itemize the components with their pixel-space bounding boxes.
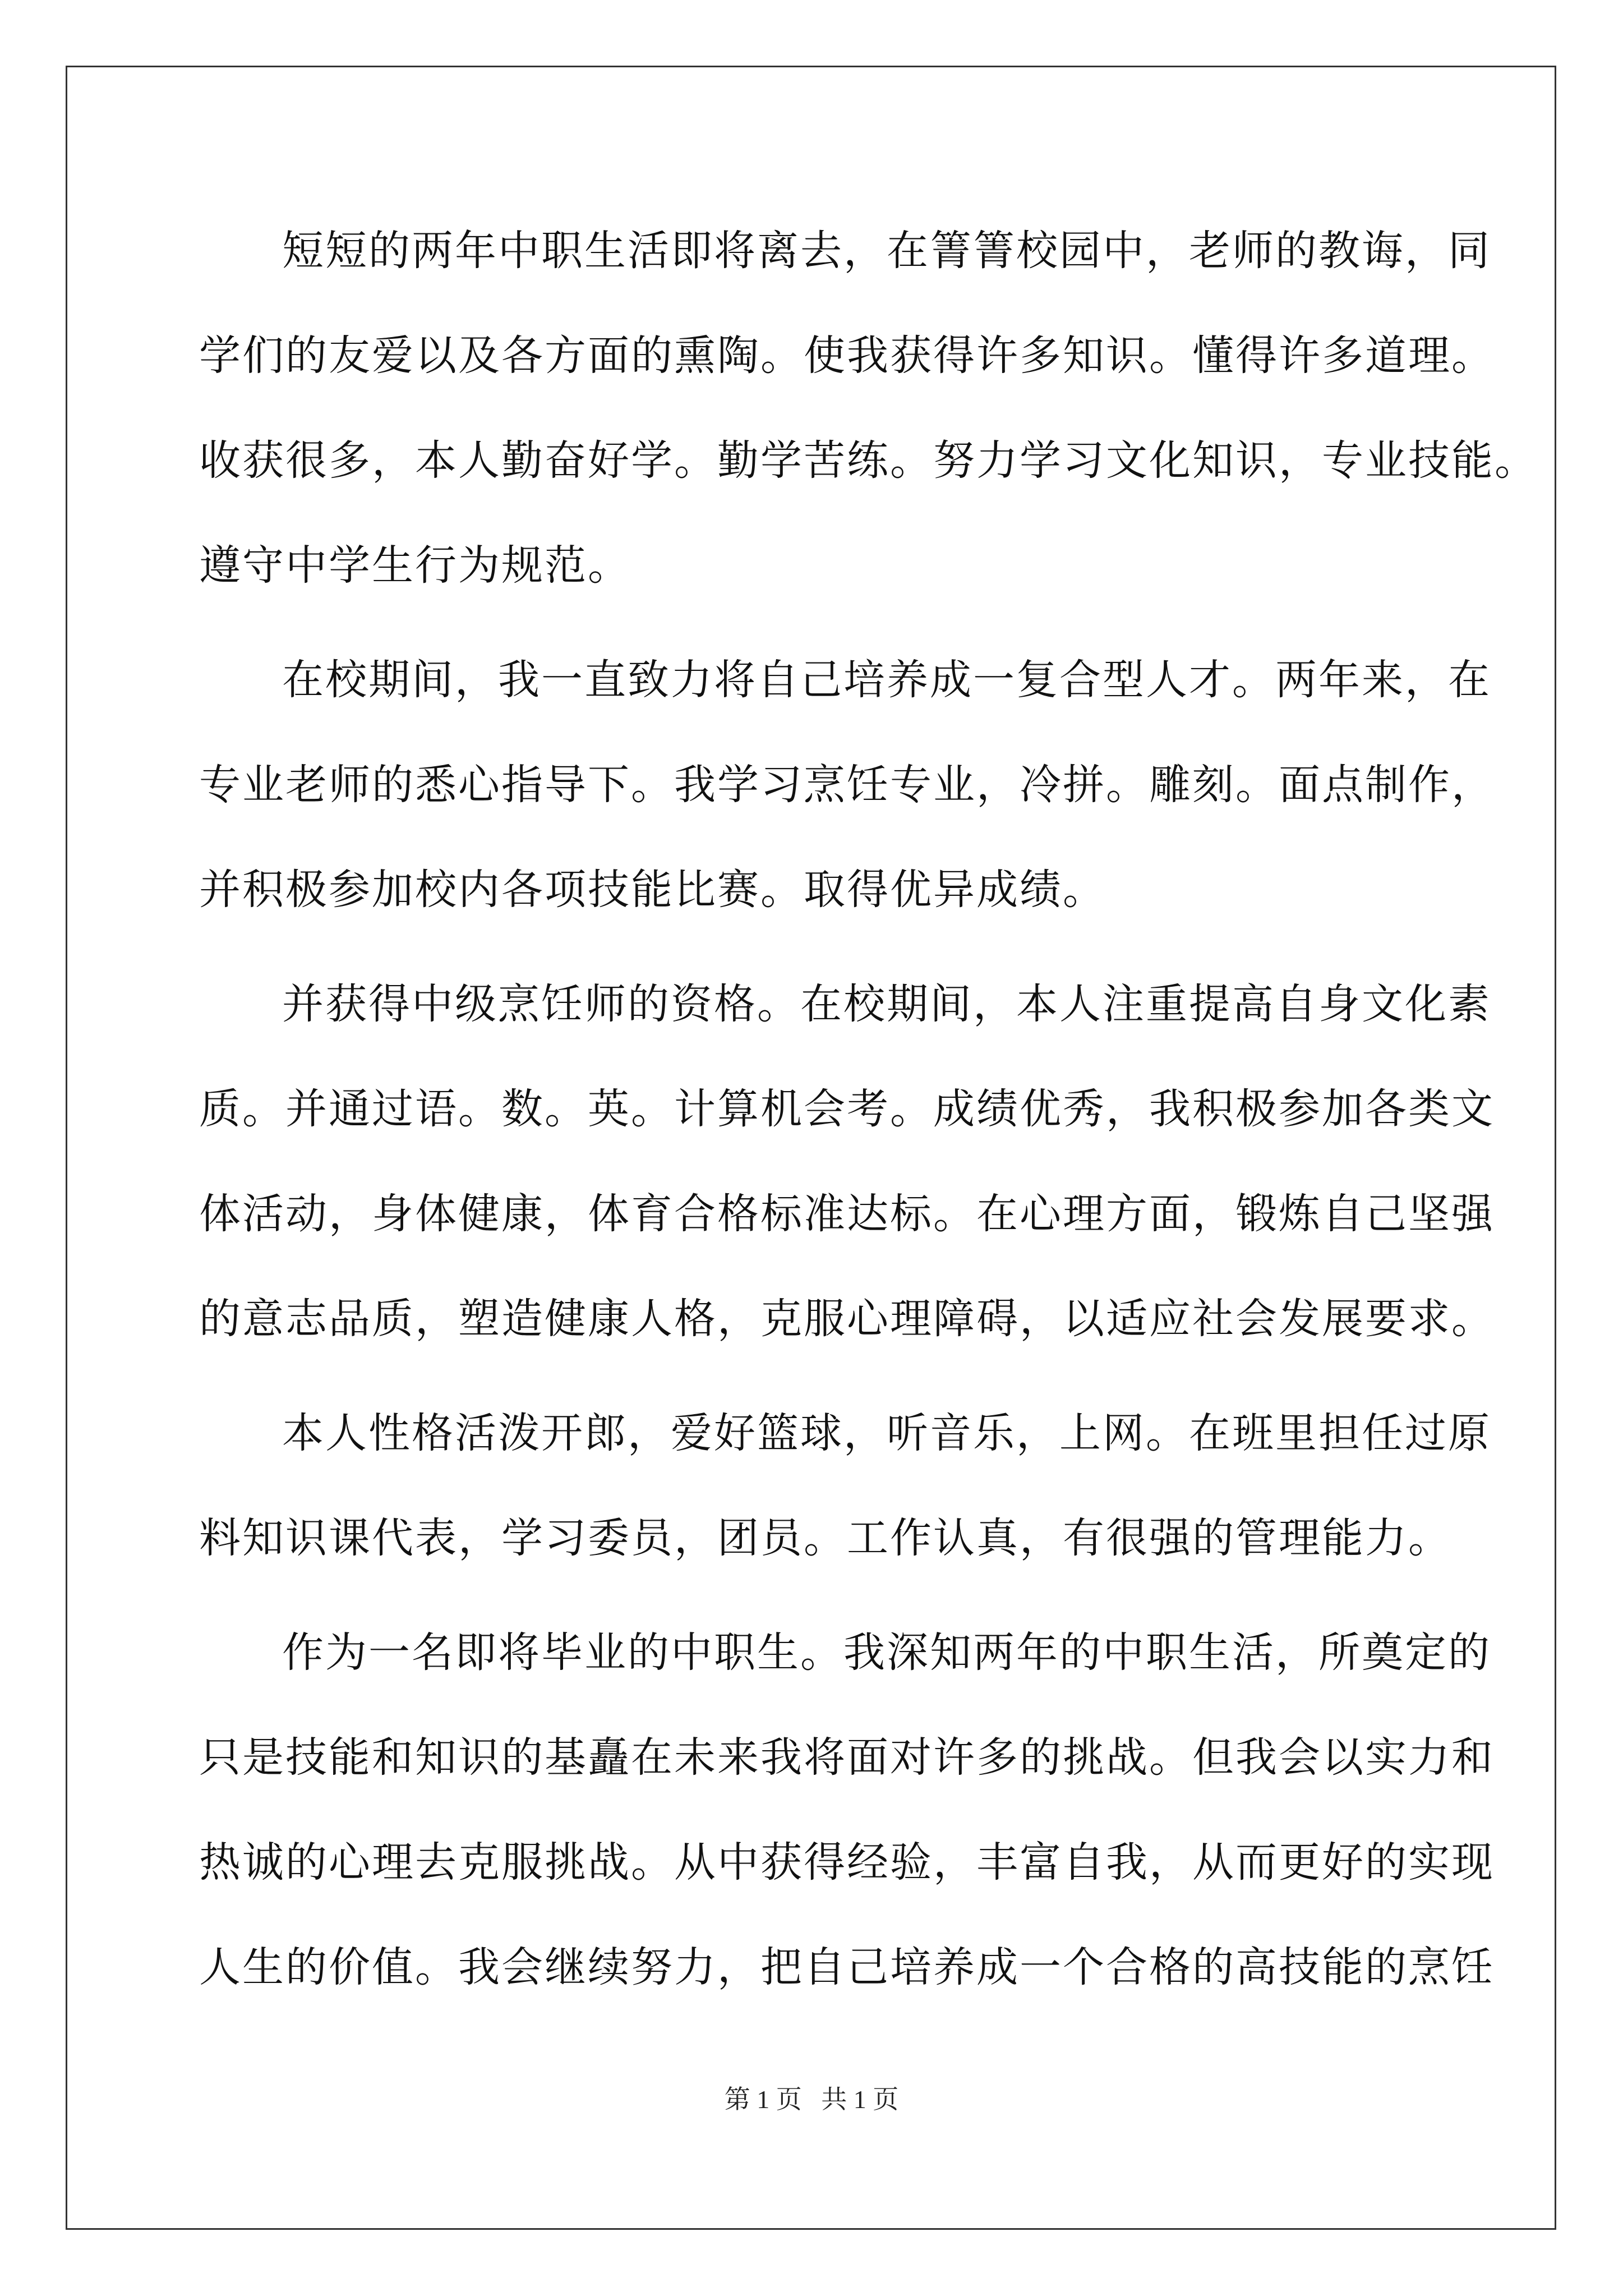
paragraph-5-line-2: 只是技能和知识的基矗在未来我将面对许多的挑战。但我会以实力和 (199, 1733, 1495, 1782)
paragraph-4-line-2: 料知识课代表，学习委员，团员。工作认真，有很强的管理能力。 (199, 1514, 1451, 1562)
paragraph-1-line-4: 遵守中学生行为规范。 (199, 541, 631, 590)
paragraph-4-line-1: 本人性格活泼开郎，爱好篮球，听音乐，上网。在班里担任过原 (282, 1409, 1491, 1457)
page-footer: 第 1 页 共 1 页 (724, 2085, 899, 2114)
paragraph-1-line-2: 学们的友爱以及各方面的熏陶。使我获得许多知识。懂得许多道理。 (199, 332, 1495, 380)
paragraph-5-line-1: 作为一名即将毕业的中职生。我深知两年的中职生活，所奠定的 (282, 1628, 1491, 1677)
paragraph-2-line-2: 专业老师的悉心指导下。我学习烹饪专业，冷拼。雕刻。面点制作， (199, 761, 1495, 809)
paragraph-2-line-3: 并积极参加校内各项技能比赛。取得优异成绩。 (199, 866, 1106, 914)
paragraph-2-line-1: 在校期间，我一直致力将自己培养成一复合型人才。两年来，在 (282, 656, 1491, 704)
paragraph-5-line-3: 热诚的心理去克服挑战。从中获得经验，丰富自我，从而更好的实现 (199, 1838, 1495, 1887)
paragraph-1-line-3: 收获很多，本人勤奋好学。勤学苦练。努力学习文化知识，专业技能。 (199, 436, 1538, 485)
paragraph-1-line-1: 短短的两年中职生活即将离去，在箐箐校园中，老师的教诲，同 (282, 227, 1491, 275)
paragraph-3-line-2: 质。并通过语。数。英。计算机会考。成绩优秀，我积极参加各类文 (199, 1085, 1495, 1133)
paragraph-3-line-3: 体活动，身体健康，体育合格标准达标。在心理方面，锻炼自己坚强 (199, 1190, 1495, 1238)
paragraph-3-line-4: 的意志品质，塑造健康人格，克服心理障碍，以适应社会发展要求。 (199, 1295, 1495, 1343)
paragraph-5-line-4: 人生的价值。我会继续努力，把自己培养成一个合格的高技能的烹饪 (199, 1943, 1495, 1991)
paragraph-3-line-1: 并获得中级烹饪师的资格。在校期间，本人注重提高自身文化素 (282, 980, 1491, 1028)
page-border (66, 66, 1556, 2230)
